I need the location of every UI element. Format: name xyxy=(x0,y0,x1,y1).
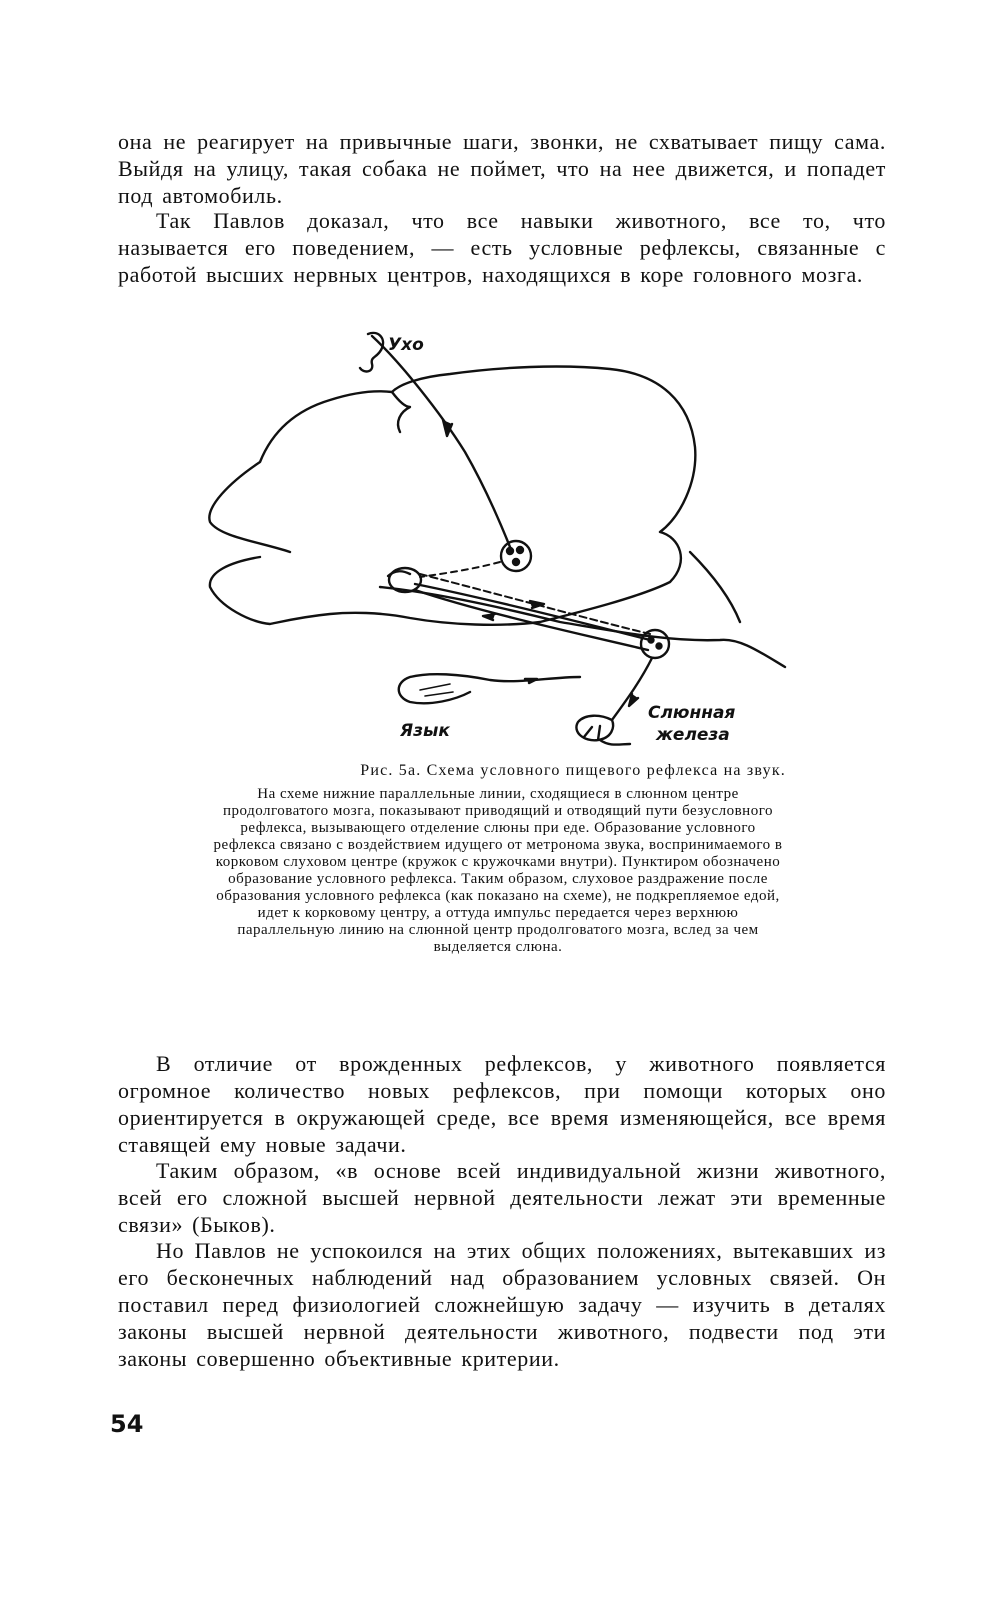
salivary-center xyxy=(641,630,669,658)
cortical-center xyxy=(501,541,531,571)
brain-outline xyxy=(209,367,695,625)
paragraph-5: Но Павлов не успокоился на этих общих положениях, вытекавших из его бесконечных наблюдений над образованием условных связей. Он поставил перед физиологией сложнейшую задачу — изучить в деталях законы высшей нервной деятельности животного, подвести под эти законы совершенно объективные критерии. xyxy=(118,1238,886,1371)
ear-icon xyxy=(360,333,383,372)
paragraph-4: Таким образом, «в основе всей индивидуальной жизни животного, всей его сложной высшей нервной деятельности лежат эти временные связи» (Быков). xyxy=(118,1158,886,1237)
paragraph-2: Так Павлов доказал, что все навыки животного, все то, что называется его поведением, — есть условные рефлексы, связанные с работой высших нервных центров, находящихся в коре головного мозга. xyxy=(118,208,886,287)
page-number: 54 xyxy=(110,1410,144,1438)
paragraph-1: она не реагирует на привычные шаги, звонки, не схватывает пищу сама. Выйдя на улицу, такая собака не поймет, что на нее движется, и попадет под автомобиль. xyxy=(118,129,886,208)
figure-caption-body: На схеме нижние параллельные линии, сходящиеся в слюнном центре продолговатого мозга, показывают приводящий и отводящий пути безусловного рефлекса, вызывающего отделение слюны при еде. Образование условного рефлекса связано с воздействием идущего от метронома звука, воспринимаемого в корковом слуховом центре (кружок с кружочками внутри). Пунктиром обозначено образование условного рефлекса. Таким образом, слуховое раздражение после образования условного рефлекса (как показано на схеме), не подкрепляемое едой, идет к корковому центру, а оттуда импульс передается через верхнюю параллельную линию на слюнной центр продолговатого мозга, вслед за чем выделяется слюна. xyxy=(213,786,783,955)
gland-label-line1: Слюнная xyxy=(648,703,736,723)
gland-icon xyxy=(576,716,613,741)
gland-label-line2: железа xyxy=(656,725,730,745)
reflex-diagram xyxy=(200,322,800,752)
tongue-label: Язык xyxy=(400,721,450,741)
paragraph-3: В отличие от врожденных рефлексов, у животного появляется огромное количество новых рефлексов, при помощи которых оно ориентируется в окружающей среде, все время изменяющейся, все время ставящей ему новые задачи. xyxy=(118,1051,886,1157)
ear-label: Ухо xyxy=(388,335,424,355)
figure-caption-title: Рис. 5а. Схема условного пищевого рефлекса на звук. xyxy=(360,762,786,779)
